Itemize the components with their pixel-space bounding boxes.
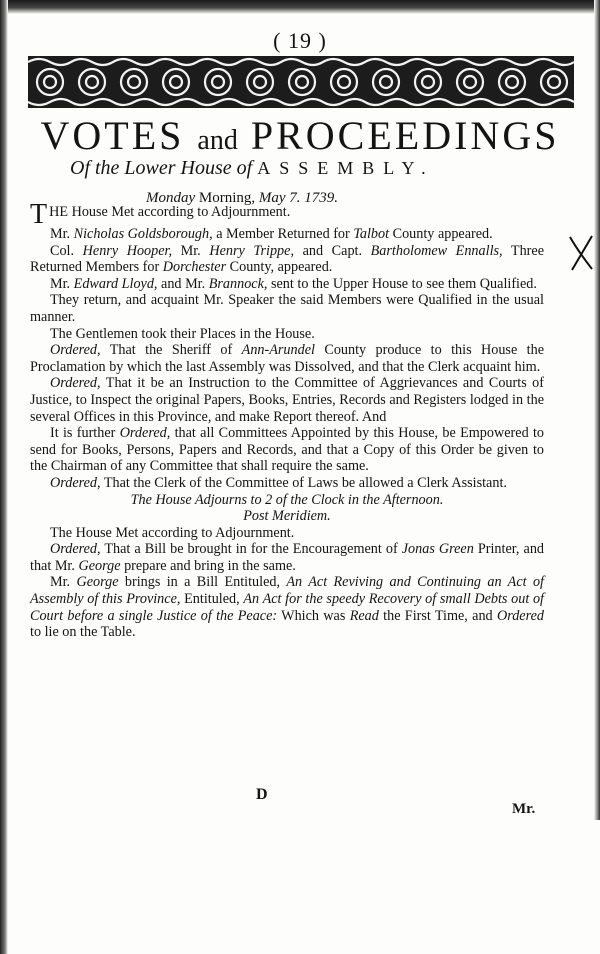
paragraph-sheriff-order: Ordered, That the Sheriff of Ann-Arundel County produce to this House the Proclamation by which the last Assembly was Dissolved, and that the Clerk acquaint him. bbox=[30, 342, 544, 375]
dateline-date: May 7. 1739. bbox=[258, 190, 339, 206]
title-proceedings: PROCEEDINGS bbox=[237, 113, 560, 158]
dateline-day: Monday bbox=[146, 190, 196, 206]
subtitle-assembly: ASSEMBLY. bbox=[257, 158, 435, 178]
ornamental-border bbox=[28, 56, 574, 108]
drop-cap: T bbox=[30, 199, 48, 230]
subtitle-lead: Of the Lower House of bbox=[70, 157, 253, 179]
margin-x-mark bbox=[564, 233, 598, 273]
paragraph-dorchester-members: Col. Henry Hooper, Mr. Henry Trippe, and Capt. Bartholomew Ennalls, Three Returned Members for Dorchester County, appeared. bbox=[30, 242, 544, 276]
paragraph-opening: THE House Met according to Adjournment. bbox=[30, 199, 291, 230]
catchword: Mr. bbox=[512, 801, 536, 817]
paragraph-debts-bill: Mr. George brings in a Bill Entituled, An Act Reviving and Continuing an Act of Assembly of this Province, Entituled, An Act for the speedy Recovery of small Debts out of Court before a single Justice of the Peace: Which was Read the First Time, and Ordered to lie on the Table. bbox=[30, 574, 544, 641]
paragraph-adjournment: The House Adjourns to 2 of the Clock in the Afternoon. bbox=[130, 491, 444, 508]
paragraph-lloyd-brannock: Mr. Edward Lloyd, and Mr. Brannock, sent to the Upper House to see them Qualified. bbox=[50, 275, 537, 292]
paragraph-aggrievances-order: Ordered, That it be an Instruction to the Committee of Aggrievances and Courts of Justice, to Inspect the original Papers, Books, Entries, Records and Registers lodged in the several Offices in this Province, and make Report thereof. And bbox=[30, 375, 544, 425]
title-votes: VOTES bbox=[40, 113, 198, 158]
paragraph-afternoon-meeting: The House Met according to Adjournment. bbox=[50, 524, 295, 541]
title-and: and bbox=[197, 125, 238, 156]
paragraph-clerk-order: Ordered, That the Clerk of the Committee of Laws be allowed a Clerk Assistant. bbox=[50, 474, 507, 491]
document-subtitle bbox=[70, 157, 550, 180]
page-number: ( 19 ) bbox=[273, 28, 327, 53]
section-heading-post-meridiem: Post Meridiem. bbox=[243, 508, 331, 525]
paragraph-places: The Gentlemen took their Places in the House. bbox=[50, 325, 315, 342]
scan-edge-top bbox=[0, 0, 600, 14]
signature-mark: D bbox=[256, 786, 268, 803]
paragraph-qualified: They return, and acquaint Mr. Speaker the said Members were Qualified in the usual manner. bbox=[30, 292, 544, 325]
paragraph-committees-order: It is further Ordered, that all Committees Appointed by this House, be Empowered to send for Books, Persons, Papers and Records, and that a Copy of this Order be given to the Chairman of any Committee that shall require the same. bbox=[30, 425, 545, 475]
paragraph-goldsborough: Mr. Nicholas Goldsborough, a Member Returned for Talbot County appeared. bbox=[50, 226, 493, 242]
document-title bbox=[0, 112, 600, 159]
proceedings-body bbox=[30, 199, 545, 641]
dateline-time: Morning, bbox=[195, 190, 259, 206]
paragraph-printer-bill: Ordered, That a Bill be brought in for the Encouragement of Jonas Green Printer, and that Mr. George prepare and bring in the same. bbox=[30, 541, 545, 574]
